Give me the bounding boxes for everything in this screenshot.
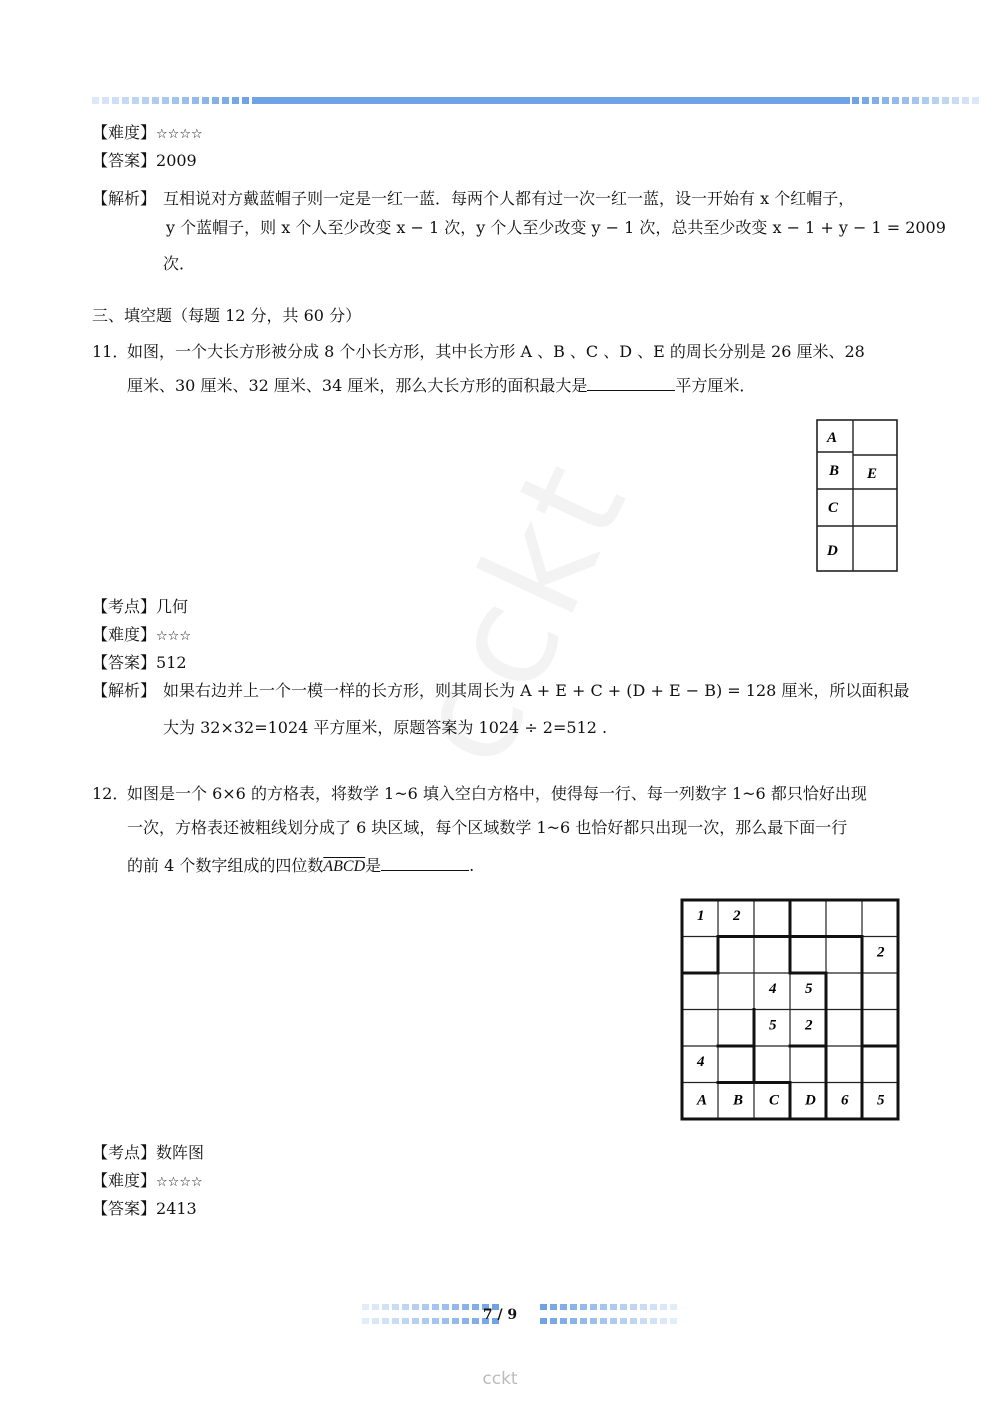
grid-cell-r3c3: 4	[769, 981, 777, 997]
header-band-square	[852, 97, 859, 104]
q12-text-line3: 的前 4 个数字组成的四位数ABCD是 .	[127, 856, 475, 875]
q10-answer: 【答案】2009	[92, 151, 197, 170]
grid-cell-r4c3: 5	[769, 1017, 777, 1034]
q12-answer-blank[interactable]	[381, 856, 469, 871]
q11-analysis-line1: 如果右边并上一个一模一样的长方形，则其周长为 A + E + C + (D + E − B) = 128 厘米，所以面积最	[163, 681, 910, 700]
q11-analysis-label: 【解析】	[92, 681, 157, 700]
footer-watermark: cckt	[482, 1369, 518, 1389]
q12-abcd-overline: ABCD	[323, 858, 366, 875]
q11-figure	[816, 419, 898, 573]
q12-text-line1: 如图是一个 6×6 的方格表，将数学 1~6 填入空白方格中，使得每一行、每一列数字 1~6 都只恰好出现	[127, 784, 867, 803]
q11-label-b: B	[829, 463, 840, 479]
header-band-square	[242, 97, 249, 104]
header-band-square	[142, 97, 149, 104]
header-band-main	[252, 97, 850, 104]
q11-answer-blank[interactable]	[587, 376, 675, 391]
header-band-square	[912, 97, 919, 104]
grid-cell-r1c1: 1	[697, 908, 705, 924]
q10-analysis-line1: 互相说对方戴蓝帽子则一定是一红一蓝．每两个人都有过一次一红一蓝，设一开始有 x 个红帽子，	[163, 189, 855, 208]
q12-number: 12．	[92, 784, 129, 803]
q12-text-line2: 一次，方格表还被粗线划分成了 6 块区域，每个区域数学 1~6 也恰好都只出现一次，那么最下面一行	[127, 818, 848, 837]
section-title: 三、填空题（每题 12 分，共 60 分）	[92, 306, 362, 325]
grid-cell-r3c4: 5	[805, 981, 813, 997]
grid-cell-b: B	[733, 1092, 744, 1109]
header-band-square	[972, 97, 979, 104]
q10-analysis-line3: 次．	[163, 254, 196, 273]
header-band-square	[182, 97, 189, 104]
grid-cell-r4c4: 2	[805, 1017, 813, 1034]
q10-difficulty: 【难度】☆☆☆☆	[92, 123, 203, 142]
grid-cell-d: D	[805, 1092, 816, 1109]
q10-analysis-line2: y 个蓝帽子，则 x 个人至少改变 x − 1 次，y 个人至少改变 y − 1 次，总共至少改变 x − 1 + y − 1 = 2009	[166, 218, 946, 237]
header-band-square	[882, 97, 889, 104]
header-band-square	[152, 97, 159, 104]
header-band-square	[872, 97, 879, 104]
header-band-square	[892, 97, 899, 104]
header-band-square	[132, 97, 139, 104]
header-band-square	[932, 97, 939, 104]
header-band-square	[92, 97, 99, 104]
q11-text-line1: 如图，一个大长方形被分成 8 个小长方形，其中长方形 A 、B 、C 、D 、E 的周长分别是 26 厘米、28	[127, 342, 865, 361]
header-band-square	[952, 97, 959, 104]
page-number: 7 / 9	[482, 1307, 518, 1323]
q11-text-line2: 厘米、30 厘米、32 厘米、34 厘米，那么大长方形的面积最大是 平方厘米．	[127, 376, 756, 395]
grid-cell-c: C	[769, 1092, 780, 1109]
grid-cell-r5c1: 4	[697, 1054, 705, 1070]
header-band-square	[202, 97, 209, 104]
q11-label-e: E	[867, 466, 878, 482]
q12-grid	[680, 898, 898, 1122]
header-band-square	[222, 97, 229, 104]
header-band-square	[232, 97, 239, 104]
q11-answer: 【答案】512	[92, 653, 187, 672]
header-band-square	[212, 97, 219, 104]
grid-cell-r2c6: 2	[877, 944, 885, 961]
header-band-square	[902, 97, 909, 104]
q11-analysis-line2: 大为 32×32=1024 平方厘米，原题答案为 1024 ÷ 2=512 .	[163, 718, 608, 737]
q11-label-a: A	[827, 430, 838, 446]
grid-cell-r6c5: 6	[841, 1092, 849, 1109]
q10-analysis-label: 【解析】	[92, 189, 157, 208]
q12-difficulty: 【难度】☆☆☆☆	[92, 1171, 203, 1190]
header-band	[0, 95, 1000, 107]
q11-topic: 【考点】几何	[92, 597, 189, 616]
header-band-square	[962, 97, 969, 104]
grid-cell-r1c2: 2	[733, 908, 741, 924]
q11-difficulty: 【难度】☆☆☆	[92, 625, 191, 644]
grid-cell-r6c6: 5	[877, 1092, 885, 1109]
header-band-square	[112, 97, 119, 104]
header-band-square	[942, 97, 949, 104]
header-band-square	[862, 97, 869, 104]
q11-number: 11．	[92, 342, 129, 361]
q11-label-c: C	[828, 500, 839, 516]
q11-label-d: D	[827, 543, 838, 559]
header-band-square	[922, 97, 929, 104]
header-band-square	[172, 97, 179, 104]
header-band-square	[162, 97, 169, 104]
q12-topic: 【考点】数阵图	[92, 1143, 205, 1162]
q12-answer: 【答案】2413	[92, 1199, 197, 1218]
header-band-square	[122, 97, 129, 104]
grid-cell-a: A	[697, 1092, 708, 1109]
header-band-square	[192, 97, 199, 104]
header-band-square	[102, 97, 109, 104]
